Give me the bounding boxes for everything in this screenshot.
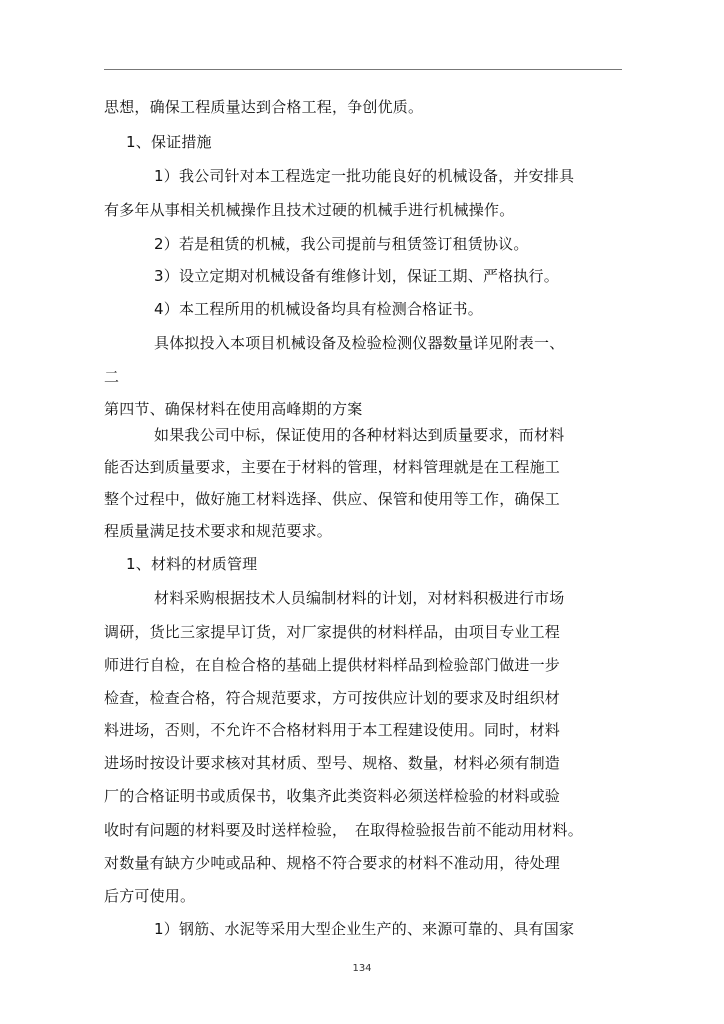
- header-rule: [104, 69, 622, 70]
- paragraph-line: 2）若是租赁的机械，我公司提前与租赁签订租赁协议。: [154, 235, 529, 253]
- paragraph-line: 进场时按设计要求核对其材质、型号、规格、数量，材料必须有制造: [104, 754, 561, 772]
- paragraph-line: 如果我公司中标，保证使用的各种材料达到质量要求，而材料: [154, 426, 565, 444]
- paragraph-line: 对数量有缺方少吨或品种、规格不符合要求的材料不准动用，待处理: [104, 854, 561, 872]
- paragraph-line: 1）我公司针对本工程选定一批功能良好的机械设备，并安排具: [154, 167, 575, 185]
- paragraph-line: 料进场，否则，不允许不合格材料用于本工程建设使用。同时，材料: [104, 721, 561, 739]
- paragraph-line: 二: [104, 368, 120, 386]
- paragraph-line: 程质量满足技术要求和规范要求。: [104, 522, 333, 540]
- section-heading-guarantee-measures: 1、保证措施: [126, 133, 212, 151]
- paragraph-line: 材料采购根据技术人员编制材料的计划，对材料积极进行市场: [154, 589, 565, 607]
- paragraph-line: 后方可使用。: [104, 887, 196, 905]
- page-number: 134: [352, 963, 372, 974]
- paragraph-line: 思想，确保工程质量达到合格工程，争创优质。: [104, 98, 424, 116]
- paragraph-line: 有多年从事相关机械操作且技术过硬的机械手进行机械操作。: [104, 201, 515, 219]
- paragraph-line: 检查，检查合格，符合规范要求，方可按供应计划的要求及时组织材: [104, 689, 561, 707]
- paragraph-line: 整个过程中，做好施工材料选择、供应、保管和使用等工作，确保工: [104, 490, 561, 508]
- paragraph-line: 具体拟投入本项目机械设备及检验检测仪器数量详见附表一、: [154, 334, 565, 352]
- paragraph-line: 3）设立定期对机械设备有维修计划，保证工期、严格执行。: [154, 267, 559, 285]
- paragraph-line: 4）本工程所用的机械设备均具有检测合格证书。: [154, 300, 483, 318]
- chapter-heading: 第四节、确保材料在使用高峰期的方案: [104, 400, 363, 418]
- paragraph-line: 调研，货比三家提早订货，对厂家提供的材料样品，由项目专业工程: [104, 623, 561, 641]
- section-heading-material-quality: 1、材料的材质管理: [126, 555, 258, 573]
- paragraph-line: 收时有问题的材料要及时送样检验， 在取得检验报告前不能动用材料。: [104, 821, 583, 839]
- paragraph-line: 厂的合格证明书或质保书，收集齐此类资料必须送样检验的材料或验: [104, 787, 561, 805]
- paragraph-line: 能否达到质量要求，主要在于材料的管理，材料管理就是在工程施工: [104, 458, 561, 476]
- paragraph-line: 师进行自检，在自检合格的基础上提供材料样品到检验部门做进一步: [104, 656, 561, 674]
- paragraph-line: 1）钢筋、水泥等采用大型企业生产的、来源可靠的、具有国家: [154, 920, 575, 938]
